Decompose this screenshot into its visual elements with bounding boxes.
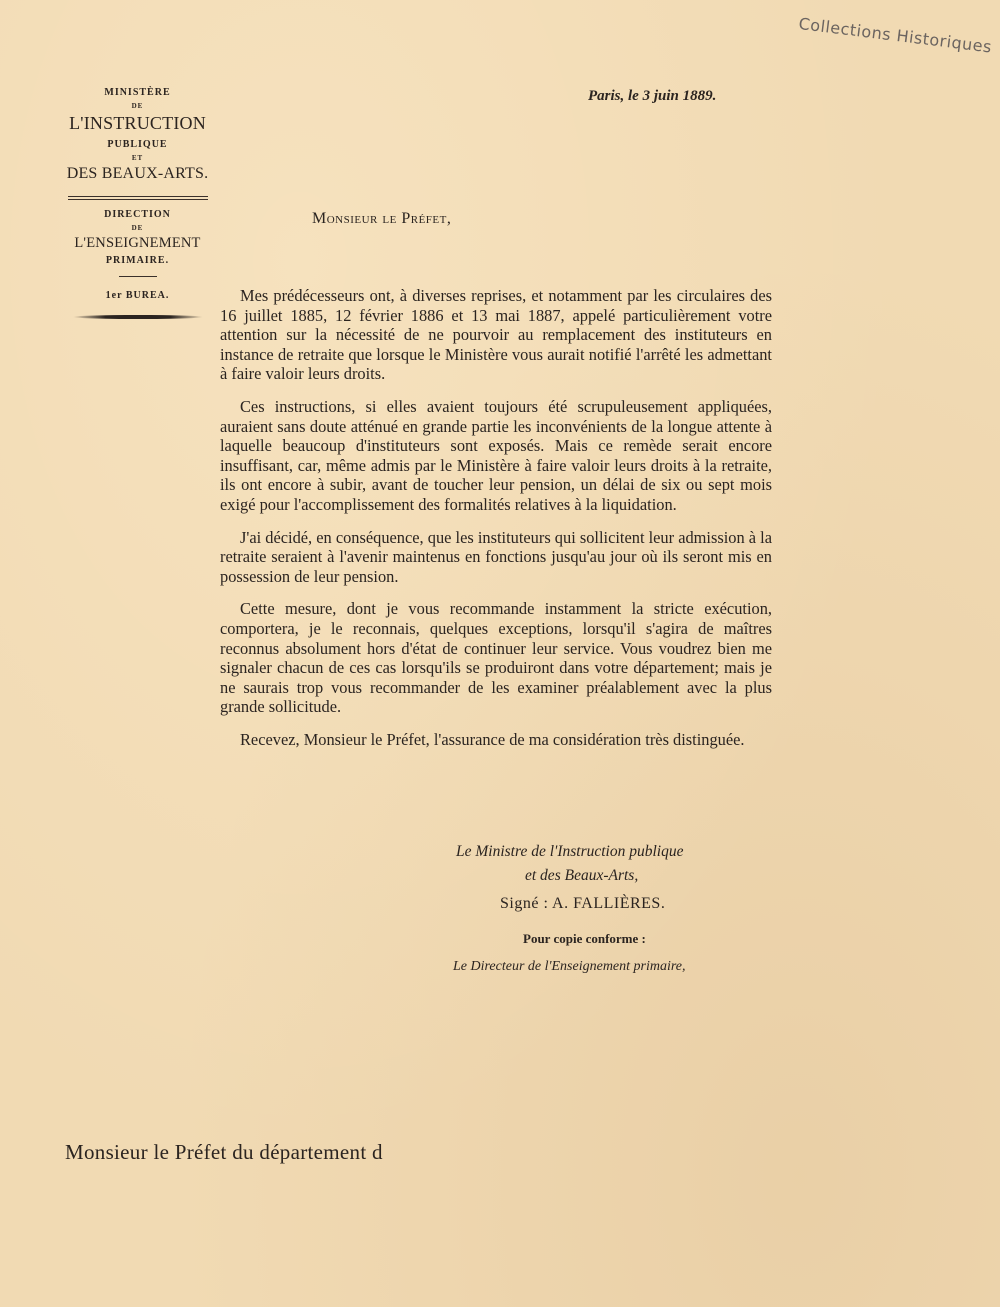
- paragraph-3: J'ai décidé, en conséquence, que les instituteurs qui sollicitent leur admission à la retraite seraient à l'avenir maintenus en fonctions jusqu'au jour où ils seront mis en possession de leur pension.: [220, 527, 772, 586]
- letterhead: [60, 88, 215, 319]
- salutation: Monsieur le Préfet,: [312, 210, 452, 227]
- direction-label: DIRECTION: [104, 209, 171, 220]
- dateline: Paris, le 3 juin 1889.: [588, 88, 717, 104]
- letter-body: [220, 286, 772, 762]
- letterhead-de: DE: [131, 102, 144, 110]
- archive-stamp: Collections Historiques: [797, 14, 993, 57]
- paragraph-1: Mes prédécesseurs ont, à diverses reprises, et notamment par les circulaires des 16 juillet 1885, 12 février 1886 et 13 mai 1887, appelé particulièrement votre attention sur la nécessité de ne pourvoir au remplacement des instituteurs en instance de retraite que lorsque le Ministère vous aurait notifié l'arrêté les admettant à faire valoir leurs droits.: [220, 286, 772, 384]
- paragraph-4: Cette mesure, dont je vous recommande instamment la stricte exécution, comportera, je le reconnais, quelques exceptions, lorsqu'il s'agira de maîtres reconnus absolument hors d'état de continuer leur service. Vous voudrez bien me signaler chacun de ces cas lorsqu'ils se produiront dans votre département; mais je ne saurais trop vous recommander de les examiner préalablement avec la plus grande sollicitude.: [220, 599, 772, 717]
- direction-de: DE: [131, 224, 144, 232]
- paragraph-2: Ces instructions, si elles avaient toujours été scrupuleusement appliquées, auraient sans doute atténué en grande partie les inconvénients de la longue attente à laquelle beaucoup d'instituteurs sont exposés. Mais ce remède serait encore insuffisant, car, même admis par le Ministère à faire valoir leurs droits à la retraite, ils ont encore à subir, avant de toucher leur pension, un délai de six ou sept mois exigé pour l'accomplissement des formalités relatives à la liquidation.: [220, 396, 772, 514]
- letterhead-instruction: L'INSTRUCTION: [69, 113, 206, 133]
- bureau-label: 1er BUREA.: [105, 289, 170, 301]
- direction-enseignement: L'ENSEIGNEMENT: [74, 235, 201, 251]
- letterhead-publique: PUBLIQUE: [107, 139, 168, 150]
- direction-primaire: PRIMAIRE.: [105, 254, 170, 266]
- letterhead-double-rule: [68, 196, 208, 200]
- letterhead-beaux-arts: DES BEAUX-ARTS.: [66, 165, 209, 182]
- letterhead-ministere: MINISTÈRE: [104, 87, 171, 98]
- signature-copie: Pour copie conforme :: [523, 931, 646, 946]
- letterhead-swash: [73, 315, 203, 319]
- signature-director: Le Directeur de l'Enseignement primaire,: [453, 959, 686, 974]
- letterhead-short-rule: [119, 276, 157, 277]
- paragraph-5: Recevez, Monsieur le Préfet, l'assurance de ma considération très distinguée.: [240, 729, 745, 749]
- letterhead-et: ET: [131, 154, 144, 162]
- signature-title-2: et des Beaux-Arts,: [525, 867, 639, 884]
- signature-signed: Signé : A. FALLIÈRES.: [500, 895, 666, 912]
- addressee-line: Monsieur le Préfet du département d: [65, 1140, 383, 1164]
- signature-title-1: Le Ministre de l'Instruction publique: [456, 843, 684, 860]
